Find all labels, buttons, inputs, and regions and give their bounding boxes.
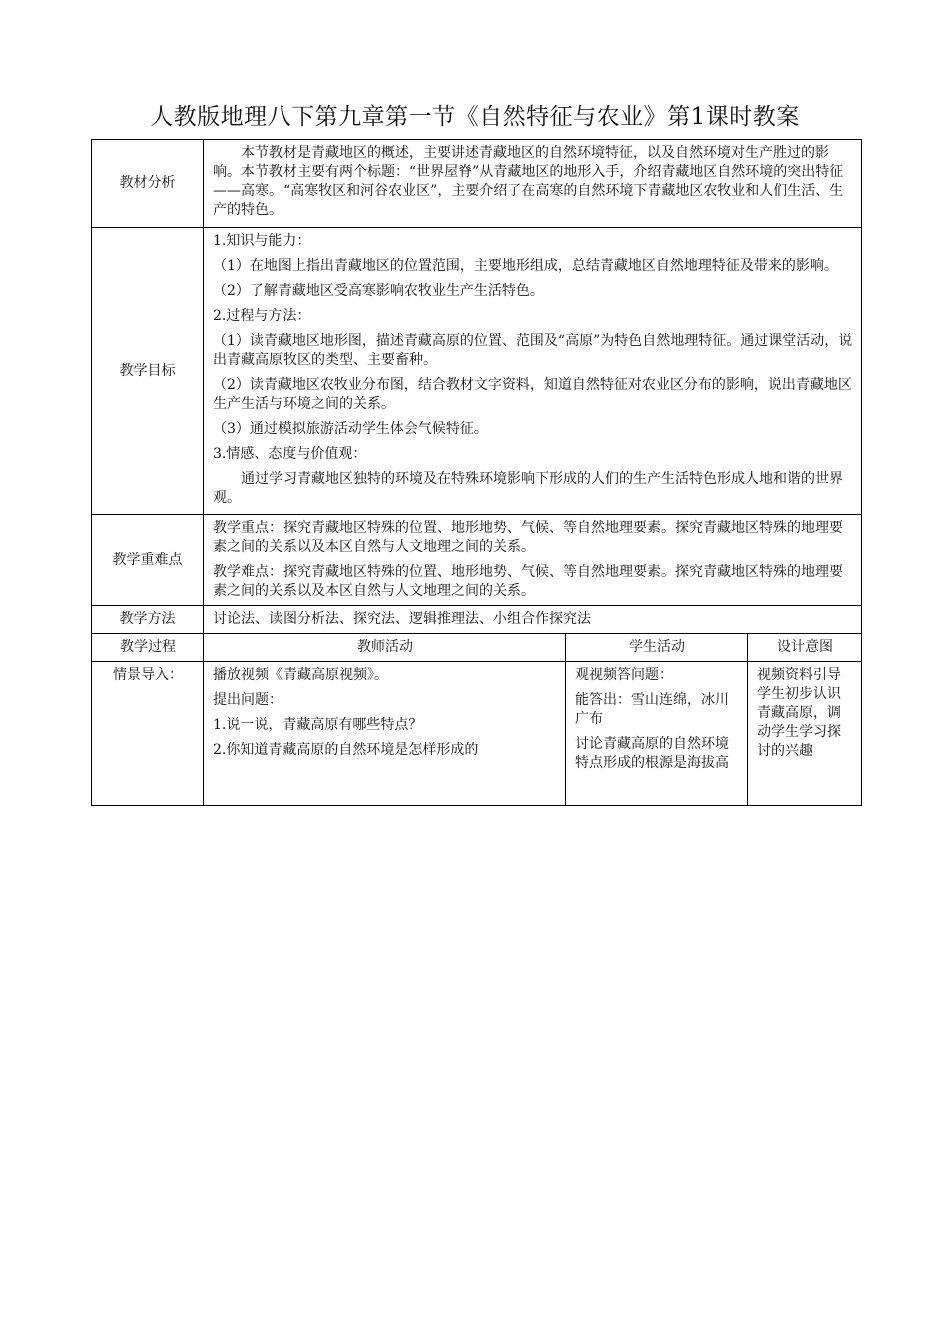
- teaching-methods-text: 讨论法、读图分析法、探究法、逻辑推理法、小组合作探究法: [204, 606, 862, 634]
- label-intro: 情景导入：: [92, 662, 204, 806]
- goal-heading-process: 2.过程与方法：: [213, 308, 311, 324]
- intro-design-intent: 视频资料引导学生初步认识青藏高原，调动学生学习探讨的兴趣: [748, 662, 862, 806]
- goal-item: 通过学习青藏地区独特的环境及在特殊环境影响下形成的人们的生产生活特色形成人地和谐的世界观。: [213, 471, 843, 506]
- header-process: 教学过程: [92, 634, 204, 662]
- row-key-points: [92, 515, 862, 606]
- student-step: 讨论青藏高原的自然环境特点形成的根源是海拔高: [575, 736, 729, 771]
- key-difficulty-text: 教学难点：探究青藏地区特殊的位置、地形地势、气候、等自然地理要素。探究青藏地区特殊的地理要素之间的关系以及本区自然与人文地理之间的关系。: [213, 564, 843, 599]
- goal-item: （3）通过模拟旅游活动学生体会气候特征。: [213, 421, 488, 437]
- row-intro: [92, 662, 862, 806]
- student-step: 能答出：雪山连绵，冰川广布: [575, 692, 729, 727]
- goal-heading-attitude: 3.情感、态度与价值观：: [213, 446, 367, 462]
- label-teaching-goals: 教学目标: [92, 228, 204, 515]
- material-analysis-text: [204, 140, 862, 228]
- header-student-activity: 学生活动: [566, 634, 748, 662]
- intro-teacher-activity: [204, 662, 566, 806]
- teacher-step: 播放视频《青藏高原视频》。: [213, 667, 388, 683]
- key-points-content: [204, 515, 862, 606]
- header-teacher-activity: 教师活动: [204, 634, 566, 662]
- row-teaching-methods: [92, 606, 862, 634]
- row-teaching-goals: [92, 228, 862, 515]
- label-teaching-methods: 教学方法: [92, 606, 204, 634]
- student-step: 观视频答问题：: [575, 667, 673, 683]
- page-title: 人教版地理八下第九章第一节《自然特征与农业》第1课时教案: [150, 104, 800, 130]
- teacher-step: 1.说一说，青藏高原有哪些特点？: [213, 717, 423, 733]
- goal-item: （2）了解青藏地区受高寒影响农牧业生产生活特色。: [213, 283, 544, 299]
- row-process-header: [92, 634, 862, 662]
- goal-item: （1）在地图上指出青藏地区的位置范围，主要地形组成，总结青藏地区自然地理特征及带来的影响。: [213, 258, 838, 274]
- lesson-plan-table: [91, 139, 862, 806]
- goal-item: （2）读青藏地区农牧业分布图，结合教材文字资料，知道自然特征对农业区分布的影响，说出青藏地区生产生活与环境之间的关系。: [213, 377, 852, 412]
- label-key-points: 教学重难点: [92, 515, 204, 606]
- key-focus-text: 教学重点：探究青藏地区特殊的位置、地形地势、气候、等自然地理要素。探究青藏地区特殊的地理要素之间的关系以及本区自然与人文地理之间的关系。: [213, 520, 843, 555]
- intro-student-activity: [566, 662, 748, 806]
- row-material-analysis: [92, 140, 862, 228]
- goal-heading-knowledge: 1.知识与能力：: [213, 233, 311, 249]
- goal-item: （1）读青藏地区地形图，描述青藏高原的位置、范围及“高原”为特色自然地理特征。通过课堂活动，说出青藏高原牧区的类型、主要畜种。: [213, 333, 853, 368]
- teacher-step: 2.你知道青藏高原的自然环境是怎样形成的: [213, 742, 479, 758]
- teaching-goals-content: [204, 228, 862, 515]
- material-analysis-paragraph: 本节教材是青藏地区的概述，主要讲述青藏地区的自然环境特征，以及自然环境对生产胜过的影响。本节教材主要有两个标题：“世界屋脊”从青藏地区的地形入手，介绍青藏地区自然环境的突出特征——高寒。“高寒牧区和河谷农业区”，主要介绍了在高寒的自然环境下青藏地区农牧业和人们生活、生产的特色。: [213, 145, 844, 218]
- label-material-analysis: 教材分析: [92, 140, 204, 228]
- header-design-intent: 设计意图: [748, 634, 862, 662]
- teacher-step: 提出问题：: [213, 692, 283, 708]
